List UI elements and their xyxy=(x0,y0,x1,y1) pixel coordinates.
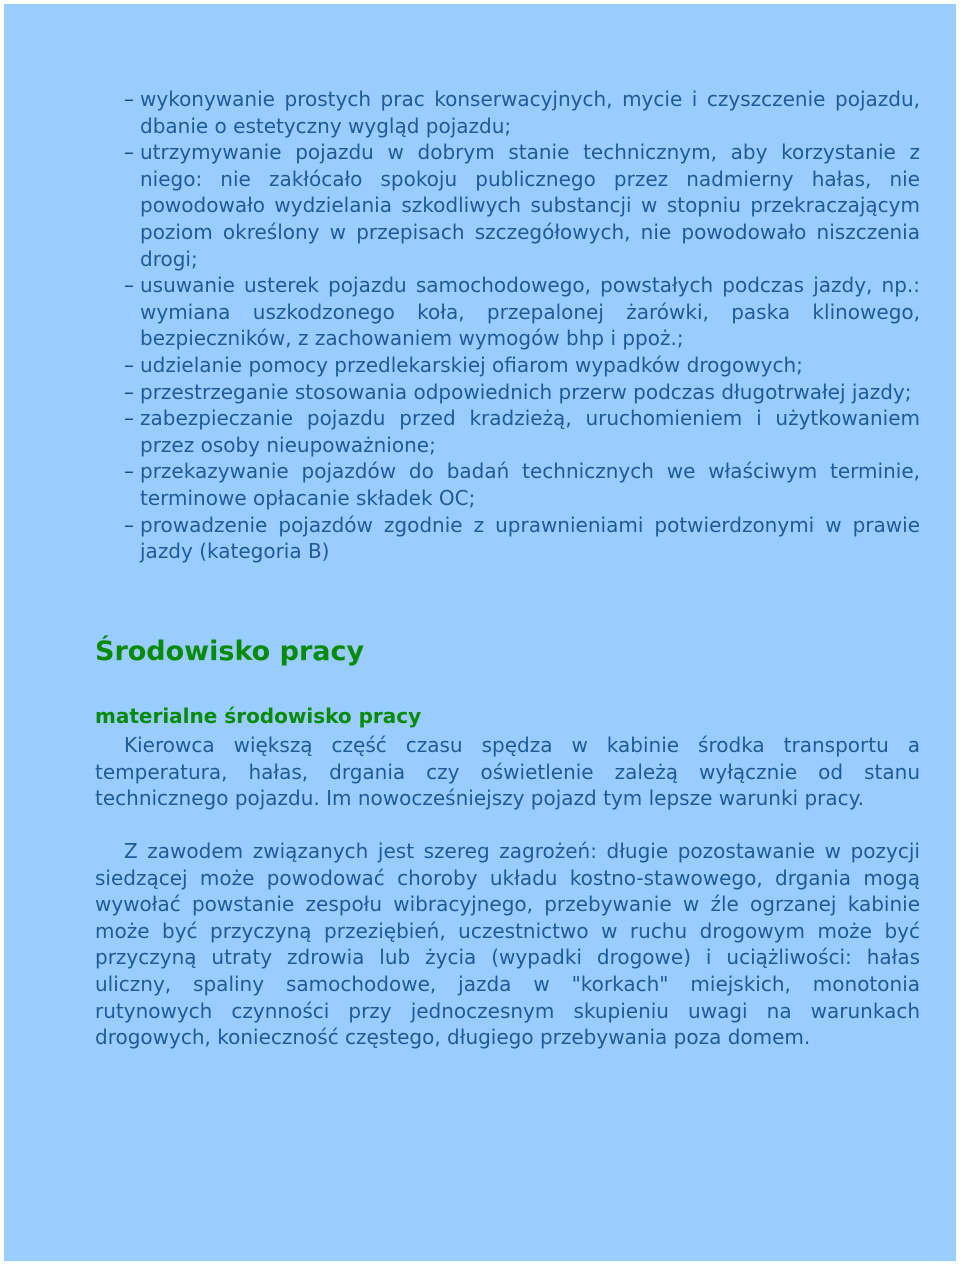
list-item-text: wykonywanie prostych prac konserwacyjnych, mycie i czyszczenie pojazdu, dbanie o estetyczny wygląd pojazdu; xyxy=(140,87,920,138)
list-item xyxy=(124,352,920,379)
list-item-text: przestrzeganie stosowania odpowiednich przerw podczas długotrwałej jazdy; xyxy=(140,379,912,404)
dash-bullet: – xyxy=(124,140,134,165)
section-subtitle: materialne środowisko pracy xyxy=(95,704,422,728)
dash-bullet: – xyxy=(124,406,134,431)
list-item xyxy=(124,272,920,352)
list-item-text: usuwanie usterek pojazdu samochodowego, powstałych podczas jazdy, np.: wymiana uszkodzonego koła, przepalonej żarówki, paska klinowego, bezpieczników, z zachowaniem wymogów bhp i ppoż.; xyxy=(140,273,920,351)
dash-bullet: – xyxy=(124,379,134,404)
list-item xyxy=(124,458,920,511)
list-item-text: zabezpieczanie pojazdu przed kradzieżą, uruchomieniem i użytkowaniem przez osoby nieupoważnione; xyxy=(140,406,920,457)
dash-bullet: – xyxy=(124,87,134,111)
paragraph-hazards: Z zawodem związanych jest szereg zagrożeń: długie pozostawanie w pozycji siedzącej może powodować choroby układu kostno-stawowego, drgania mogą wywołać powstanie zespołu wibracyjnego, przebywanie w źle ogrzanej kabinie może być przyczyną przeziębień, uczestnictwo w ruchu drogowym może być przyczyną utraty zdrowia lub życia (wypadki drogowe) i uciążliwości: hałas uliczny, spaliny samochodowe, jazda w "korkach" miejskich, monotonia rutynowych czynności przy jednoczesnym skupieniu uwagi na warunkach drogowych, konieczność częstego, długiego przebywania poza domem. xyxy=(95,839,920,1050)
dash-bullet: – xyxy=(124,459,134,484)
section-title: Środowisko pracy xyxy=(95,636,365,667)
document-page xyxy=(4,4,956,1261)
paragraph-working-conditions: Kierowca większą część czasu spędza w kabinie środka transportu a temperatura, hałas, drgania czy oświetlenie zależą wyłącznie od stanu technicznego pojazdu. Im nowocześniejszy pojazd tym lepsze warunki pracy. xyxy=(95,733,920,811)
list-item xyxy=(124,86,920,139)
list-item-text: utrzymywanie pojazdu w dobrym stanie technicznym, aby korzystanie z niego: nie zakłócało spokoju publicznego przez nadmierny hałas, nie powodowało wydzielania szkodliwych substancji w stopniu przekraczającym poziom określony w przepisach szczegółowych, nie powodowało niszczenia drogi; xyxy=(140,140,920,271)
list-item-text: udzielanie pomocy przedlekarskiej ofiarom wypadków drogowych; xyxy=(140,352,803,377)
list-item xyxy=(124,405,920,458)
list-item-text: przekazywanie pojazdów do badań technicznych we właściwym terminie, terminowe opłacanie składek OC; xyxy=(140,459,920,510)
dash-bullet: – xyxy=(124,512,134,537)
dash-bullet: – xyxy=(124,273,134,298)
dash-bullet: – xyxy=(124,352,134,377)
list-item xyxy=(124,512,920,565)
list-item xyxy=(124,139,920,272)
list-item-text: prowadzenie pojazdów zgodnie z uprawnieniami potwierdzonymi w prawie jazdy (kategoria B) xyxy=(140,512,920,564)
duties-list xyxy=(124,86,920,565)
list-item xyxy=(124,379,920,406)
